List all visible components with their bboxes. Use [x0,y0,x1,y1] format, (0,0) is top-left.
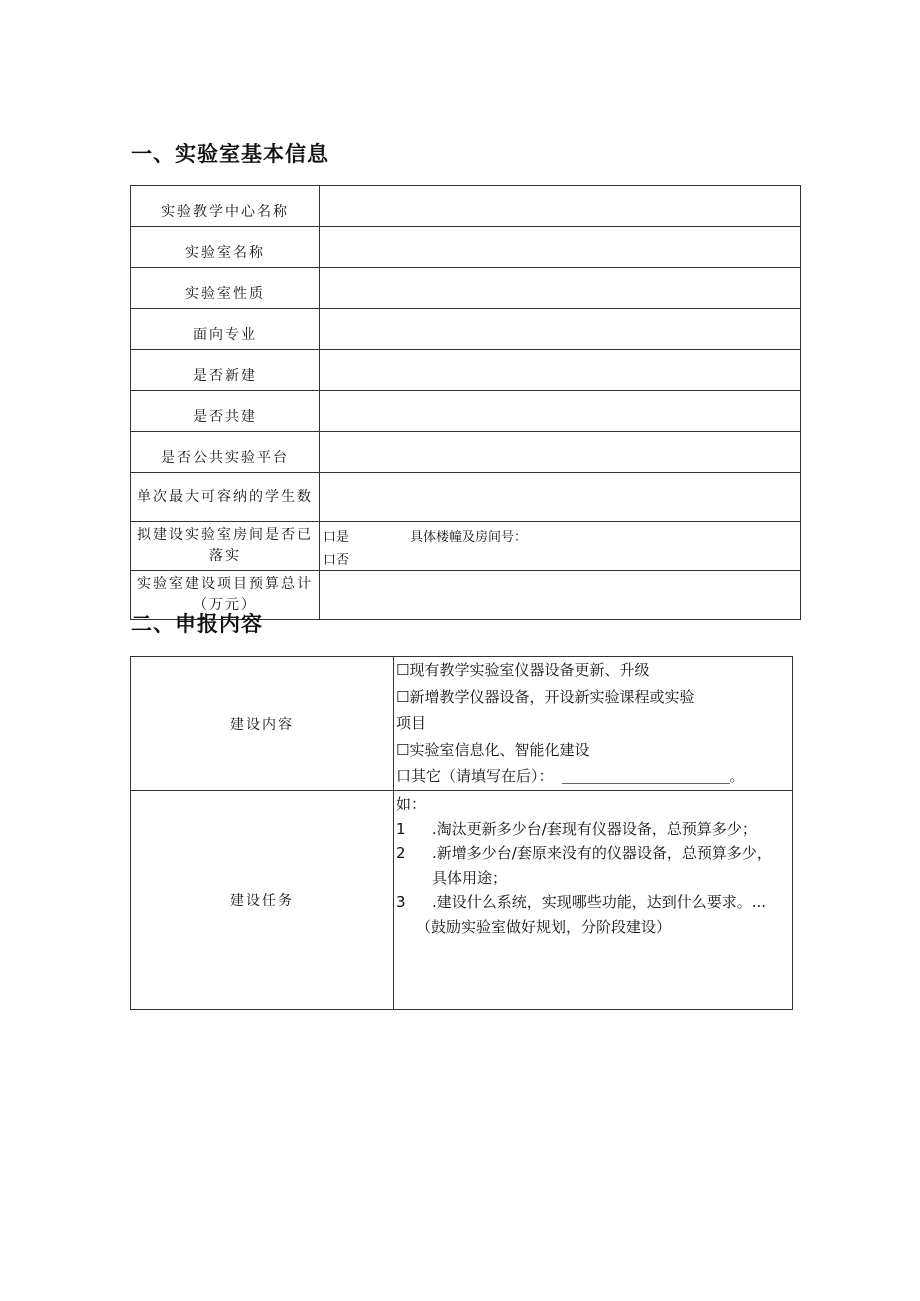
checkbox-option-informatization[interactable]: ☐实验室信息化、智能化建设 [396,740,590,759]
checkbox-option-new-equipment-cont: 项目 [396,714,427,732]
field-label-is-shared: 是否共建 [131,391,320,432]
table-row [131,309,801,350]
field-value-lab-name[interactable] [320,227,801,268]
list-item-number: 2 [396,844,406,862]
checkbox-option-new-equipment[interactable]: ☐新增教学仪器设备，开设新实验课程或实验 [396,687,695,706]
application-content-table [130,656,793,1010]
field-label-capacity: 单次最大可容纳的学生数 [131,473,320,522]
list-item-number: 1 [396,819,406,838]
checkbox-option-upgrade[interactable]: ☐现有教学实验室仪器设备更新、升级 [396,661,650,679]
table-row [131,657,793,791]
field-value-budget[interactable] [320,571,801,620]
other-end: 。 [729,767,745,785]
list-item [394,890,792,915]
basic-info-table [130,185,801,620]
tasks-note: （鼓励实验室做好规划，分阶段建设） [416,917,672,936]
section-1-heading: 一、实验室基本信息 [131,142,329,166]
table-row [131,268,801,309]
field-value-lab-nature[interactable] [320,268,801,309]
other-fill-blank[interactable] [562,767,730,784]
field-value-capacity[interactable] [320,473,801,522]
checkbox-option-other[interactable] [394,763,792,790]
list-item-number: 3 [396,893,406,911]
field-value-is-shared[interactable] [320,391,801,432]
construction-content-options [394,657,793,791]
list-item-text: .建设什么系统，实现哪些功能，达到什么要求。... [432,893,767,911]
table-row [131,522,801,571]
room-detail-label: 具体楼幢及房间号： [410,530,528,545]
table-row [131,432,801,473]
field-value-is-new[interactable] [320,350,801,391]
field-label-budget: 实验室建设项目预算总计（万元） [131,571,320,620]
field-value-center-name[interactable] [320,186,801,227]
table-row [131,350,801,391]
list-item-text: .淘汰更新多少台/套现有仪器设备，总预算多少； [432,819,757,838]
field-label-public-platform: 是否公共实验平台 [131,432,320,473]
field-value-public-platform[interactable] [320,432,801,473]
field-label-major: 面向专业 [131,309,320,350]
table-row [131,227,801,268]
list-item [394,841,792,890]
list-item [394,817,792,842]
field-label-is-new: 是否新建 [131,350,320,391]
list-item-text: .新增多少台/套原来没有的仪器设备，总预算多少，具体用途； [432,844,772,887]
table-row [131,391,801,432]
construction-tasks-label: 建设任务 [131,791,394,1010]
option-yes[interactable]: 口是 [323,530,350,545]
tasks-lead: 如： [396,795,427,813]
field-label-center-name: 实验教学中心名称 [131,186,320,227]
field-label-room-confirmed: 拟建设实验室房间是否已落实 [131,522,320,571]
option-no[interactable]: 口否 [323,553,350,568]
construction-tasks-content [394,791,793,1010]
field-label-lab-nature: 实验室性质 [131,268,320,309]
field-value-room-confirmed [320,522,801,571]
table-row [131,186,801,227]
section-2-heading: 二、申报内容 [131,612,263,636]
table-row [131,473,801,522]
construction-content-label: 建设内容 [131,657,394,791]
other-label: 口其它（请填写在后）： [396,767,554,785]
table-row [131,791,793,1010]
field-label-lab-name: 实验室名称 [131,227,320,268]
field-value-major[interactable] [320,309,801,350]
